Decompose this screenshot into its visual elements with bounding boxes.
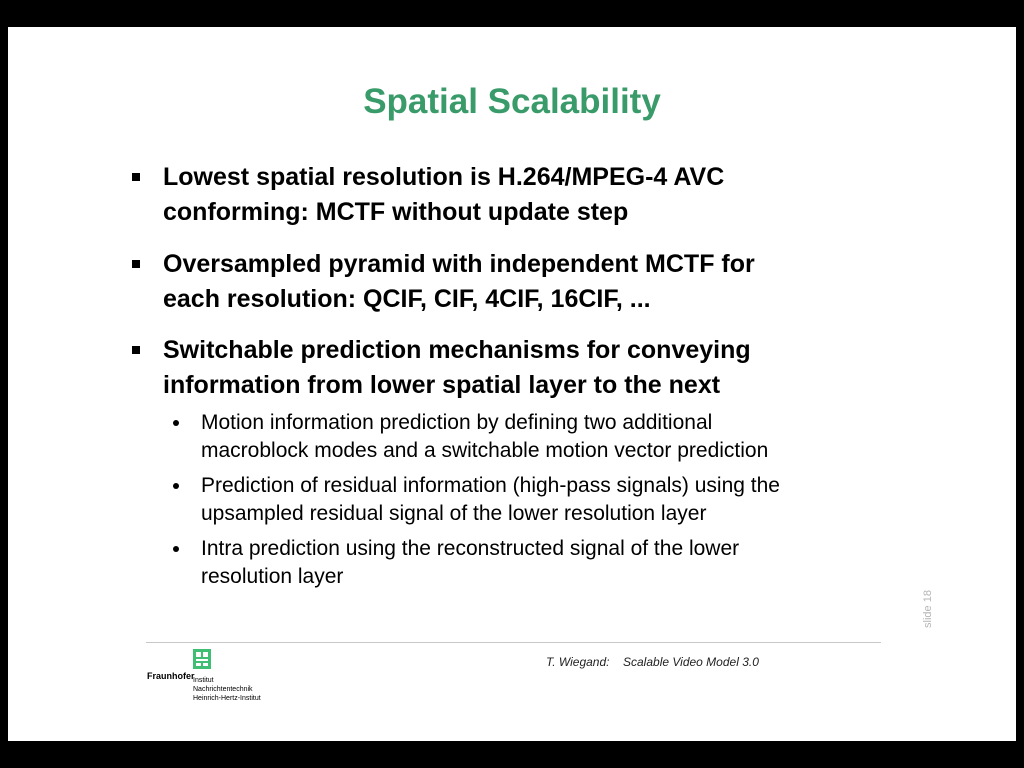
footer-divider: [146, 642, 881, 643]
bullet-text-line: Lowest spatial resolution is H.264/MPEG-4 AVC: [163, 163, 725, 191]
sub-bullet-text-line: resolution layer: [201, 565, 344, 588]
fraunhofer-logo-icon: [193, 649, 211, 669]
sub-bullet-item-2: [201, 472, 891, 528]
bullet-item-1: [163, 160, 883, 230]
square-bullet-icon: [132, 346, 140, 354]
footer-author: T. Wiegand:: [546, 655, 610, 669]
sub-bullet-item-3: [201, 535, 891, 591]
sub-bullet-text-line: upsampled residual signal of the lower resolution layer: [201, 502, 707, 525]
bullet-item-2: [163, 247, 883, 317]
logo-brand-name: Fraunhofer: [147, 671, 195, 681]
footer-talk-title: Scalable Video Model 3.0: [623, 655, 759, 669]
round-bullet-icon: [173, 546, 179, 552]
bullet-text-line: information from lower spatial layer to the next: [163, 371, 721, 399]
logo-institute-name: [193, 676, 261, 703]
bullet-text-line: conforming: MCTF without update step: [163, 198, 629, 226]
slide: [8, 27, 1016, 741]
logo-institute-line: Nachrichtentechnik: [193, 686, 253, 693]
round-bullet-icon: [173, 483, 179, 489]
bullet-text-line: each resolution: QCIF, CIF, 4CIF, 16CIF, ...: [163, 285, 651, 313]
sub-bullet-text-line: macroblock modes and a switchable motion vector prediction: [201, 439, 769, 462]
sub-bullet-text-line: Motion information prediction by defining two additional: [201, 411, 713, 434]
sub-bullet-item-1: [201, 409, 891, 465]
round-bullet-icon: [173, 420, 179, 426]
square-bullet-icon: [132, 173, 140, 181]
logo-institute-line: Institut: [193, 677, 214, 684]
square-bullet-icon: [132, 260, 140, 268]
sub-bullet-text-line: Intra prediction using the reconstructed signal of the lower: [201, 537, 740, 560]
bullet-item-3: [163, 333, 883, 403]
bullet-text-line: Oversampled pyramid with independent MCTF for: [163, 250, 755, 278]
bullet-text-line: Switchable prediction mechanisms for conveying: [163, 336, 751, 364]
logo-institute-line: Heinrich-Hertz-Institut: [193, 695, 261, 702]
sub-bullet-text-line: Prediction of residual information (high-pass signals) using the: [201, 474, 780, 497]
slide-title: Spatial Scalability: [363, 82, 661, 121]
slide-number: slide 18: [922, 590, 934, 628]
